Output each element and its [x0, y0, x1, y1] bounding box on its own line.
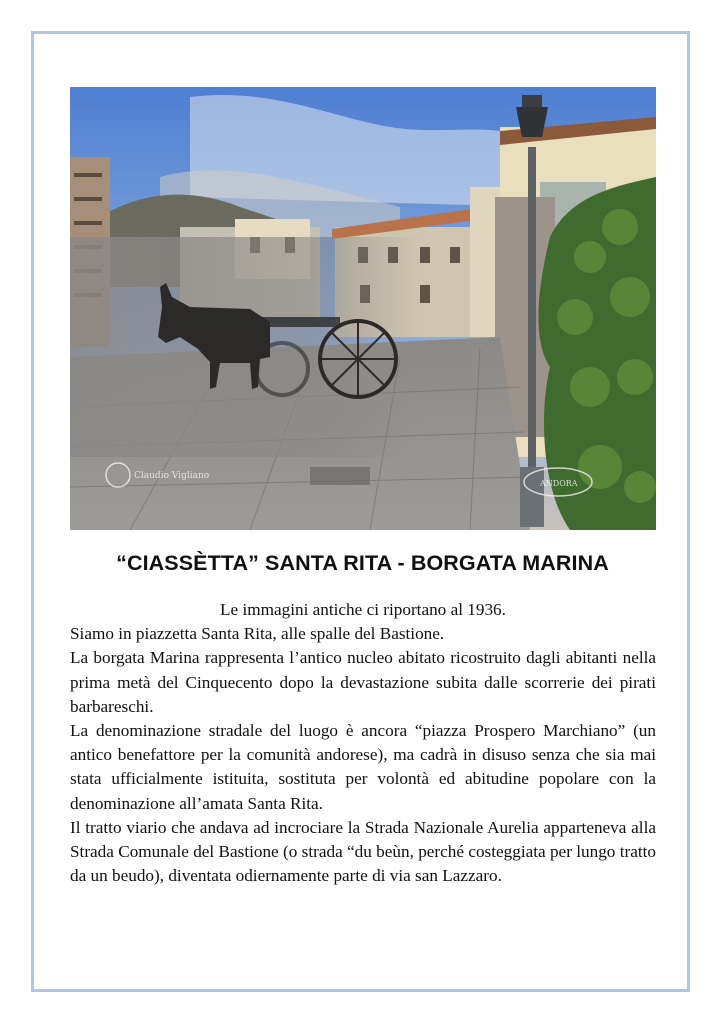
document-body [70, 598, 656, 888]
piazzetta-photo [70, 87, 656, 530]
paragraph-road: Il tratto viario che andava ad incrociare la Strada Nazionale Aurelia apparteneva alla Strada Comunale del Bastione (o strada “du beùn, perché costeggiata per lungo tratto da un beudo), diventata odiernamente parte di via san Lazzaro. [70, 817, 656, 886]
document-title: “CIASSÈTTA” SANTA RITA - BORGATA MARINA [116, 551, 609, 575]
paragraph-history: La borgata Marina rappresenta l’antico nucleo abitato ricostruito dagli abitanti nella prima metà del Cinquecento dopo la devastazione subita dalle scorrerie dei pirati barbareschi. [70, 648, 656, 716]
paragraph-location: Siamo in piazzetta Santa Rita, alle spalle del Bastione. [70, 624, 445, 644]
watermark-left: Claudio Vigliano [134, 471, 210, 481]
paragraph-street-name: La denominazione stradale del luogo è ancora “piazza Prospero Marchiano” (un antico benefattore per la comunità andorese), ma cadrà in disuso senza che sia mai stata ufficialmente istituita, sostituta per volontà ed abitudine popolare con la denominazione all’amata Santa Rita. [70, 721, 656, 813]
watermark-right: ANDORA [540, 479, 578, 488]
paragraph-intro: Le immagini antiche ci riportano al 1936. [220, 600, 506, 619]
